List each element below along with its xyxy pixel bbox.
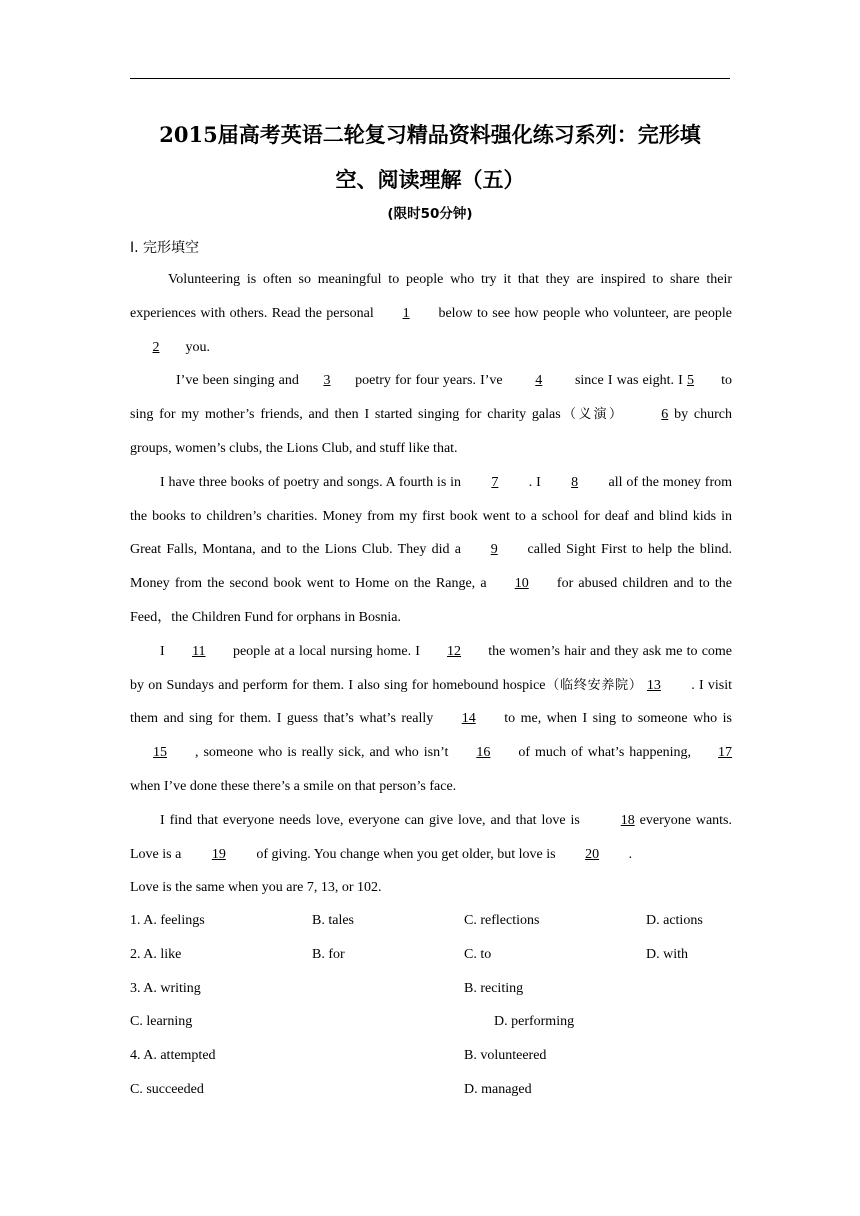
document-title	[128, 112, 732, 202]
option-d[interactable]: D. with	[646, 947, 688, 962]
paragraph-5	[130, 804, 732, 905]
paragraph-text: . I	[528, 474, 541, 490]
paragraph-3	[130, 466, 732, 635]
paragraph-text: to sing for my mother’s friends, and then I started singing for charity galas	[130, 373, 733, 423]
chinese-note: （临终安养院）	[545, 677, 643, 693]
paragraph-1	[130, 263, 732, 364]
option-b[interactable]: B. tales	[312, 913, 354, 928]
blank-16: 16	[476, 745, 491, 761]
header-rule	[130, 78, 730, 79]
blank-3: 3	[323, 373, 331, 389]
paragraph-text: of much of what’s happening,	[518, 745, 692, 761]
blank-18: 18	[620, 812, 635, 828]
option-d[interactable]: D. performing	[494, 1014, 575, 1029]
paragraph-text: since I was eight. I	[574, 373, 683, 389]
blank-15: 15	[153, 745, 167, 761]
option-d[interactable]: D. managed	[464, 1082, 532, 1097]
blank-6: 6	[661, 407, 669, 423]
blank-9: 9	[490, 542, 498, 558]
options-row-2	[130, 947, 734, 971]
paragraph-text: , someone who is really sick, and who isn’t	[194, 745, 449, 761]
paragraph-text: Love is the same when you are 7, 13, or 102.	[130, 880, 382, 896]
paragraph-2	[130, 364, 732, 465]
paragraph-text: all of the money from the books to children’s charities. Money from my first book went to a school for deaf and blind kids in Great Falls, Montana, and to the Lions Club. They did a	[130, 474, 732, 558]
option-a[interactable]: 3. A. writing	[130, 981, 201, 996]
blank-10: 10	[514, 576, 529, 592]
options-row-5	[130, 1048, 734, 1072]
paragraph-text: . I visit them and sing for them. I guess that’s what’s really	[130, 677, 732, 727]
blank-20: 20	[585, 846, 600, 862]
paragraph-text: everyone wants. Love is a	[130, 812, 733, 862]
option-a[interactable]: 2. A. like	[130, 947, 182, 962]
paragraph-text: called Sight First to help the blind. Money from the second book went to Home on the Range, a	[130, 542, 732, 592]
option-b[interactable]: B. reciting	[464, 981, 524, 996]
blank-11: 11	[192, 643, 206, 659]
paragraph-text: when I’ve done these there’s a smile on that person’s face.	[130, 778, 457, 794]
title-line-2: 空、阅读理解（五）	[335, 167, 525, 192]
option-c[interactable]: C. learning	[130, 1014, 193, 1029]
blank-14: 14	[461, 711, 476, 727]
blank-7: 7	[491, 474, 499, 490]
option-c[interactable]: C. succeeded	[130, 1082, 204, 1097]
cloze-passage	[130, 263, 732, 905]
paragraph-text: people at a local nursing home. I	[232, 643, 420, 659]
section-heading: Ⅰ. 完形填空	[130, 240, 200, 256]
blank-5: 5	[686, 373, 694, 389]
option-b[interactable]: B. volunteered	[464, 1048, 547, 1063]
blank-4: 4	[535, 373, 543, 389]
blank-2: 2	[152, 339, 160, 355]
paragraph-text: I find that everyone needs love, everyone can give love, and that love is	[160, 812, 580, 828]
paragraph-text: of giving. You change when you get older, but love is	[256, 846, 556, 862]
paragraph-text: the women’s hair and they ask me to come by on Sundays and perform for them. I also sing for homebound hospice	[130, 643, 733, 693]
blank-13: 13	[646, 677, 661, 693]
paragraph-text: I have three books of poetry and songs. A fourth is in	[160, 474, 462, 490]
paragraph-text: to me, when I sing to someone who is	[504, 711, 733, 727]
paragraph-4	[130, 635, 732, 804]
options-row-6	[130, 1082, 734, 1106]
paragraph-text: by church groups, women’s clubs, the Lions Club, and stuff like that.	[130, 407, 732, 456]
blank-8: 8	[571, 474, 579, 490]
paragraph-text: I’ve been singing and	[176, 373, 299, 389]
option-b[interactable]: B. for	[312, 947, 345, 962]
paragraph-text: I	[160, 643, 165, 659]
option-a[interactable]: 1. A. feelings	[130, 913, 205, 928]
blank-12: 12	[447, 643, 462, 659]
option-d[interactable]: D. actions	[646, 913, 703, 928]
paragraph-text: for abused children and to the Feed，the Children Fund for orphans in Bosnia.	[130, 576, 733, 625]
paragraph-text: you.	[185, 339, 210, 355]
chinese-note: （义演）	[560, 407, 625, 423]
paragraph-text: below to see how people who volunteer, are people	[438, 305, 733, 321]
options-row-4	[130, 1014, 734, 1038]
blank-17: 17	[718, 745, 733, 761]
paragraph-text: Volunteering is often so meaningful to people who try it that they are inspired to share their experiences with others. Read the personal	[130, 272, 732, 321]
paragraph-text: poetry for four years. I’ve	[355, 373, 503, 389]
paragraph-text: .	[628, 846, 633, 862]
blank-19: 19	[211, 846, 226, 862]
option-a[interactable]: 4. A. attempted	[130, 1048, 216, 1063]
time-limit: (限时50分钟)	[387, 206, 473, 222]
blank-1: 1	[402, 305, 410, 321]
option-c[interactable]: C. reflections	[464, 913, 540, 928]
title-line-1: 2015届高考英语二轮复习精品资料强化练习系列：完形填	[159, 122, 701, 147]
options-row-3	[130, 981, 734, 1005]
option-c[interactable]: C. to	[464, 947, 492, 962]
options-row-1	[130, 913, 734, 937]
